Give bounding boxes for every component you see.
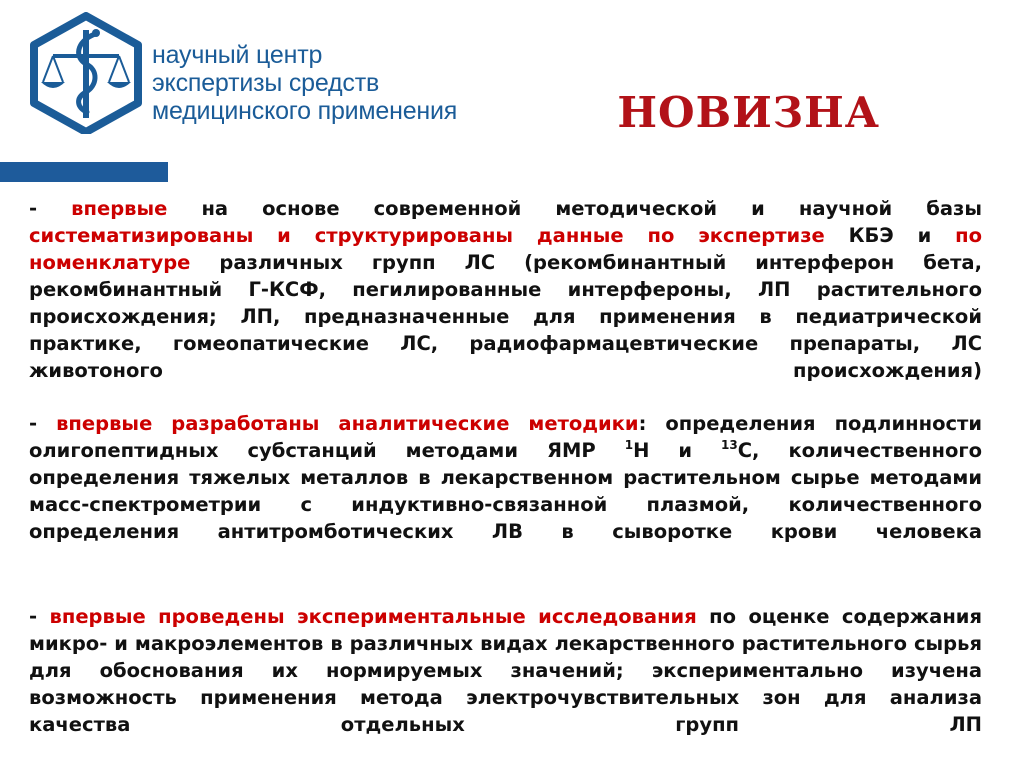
paragraph-text: по оценке содержания микро- и макроэлементов в различных видах лекарственного растительного сырья для обоснования их нормируемых значений; экспериментально изучена возможность применения метода электрочувствительных зон для анализа качества отдельных групп ЛП (29, 605, 982, 736)
bullet-dash: - (29, 412, 38, 435)
paragraph-text: на основе современной методической и научной базы (167, 197, 982, 220)
bullet-dash: - (29, 605, 38, 628)
slide-title: НОВИЗНА (617, 88, 880, 137)
highlight-methods-developed: впервые разработаны аналитические методики (56, 412, 639, 435)
paragraph-text: Н и (633, 439, 722, 462)
logo-text-line-2: экспертизы средств (152, 69, 380, 97)
novelty-paragraph-2 (29, 410, 982, 545)
paragraph-text: С, количественного определения тяжелых металлов в лекарственном растительном сырье методами масс-спектрометрии с индуктивно-связанной плазмой, количественного определения антитромботических ЛВ в сыворотке крови человека (29, 439, 982, 543)
logo-emblem (25, 12, 147, 138)
highlight-experiments-conducted: впервые проведены экспериментальные исследования (49, 605, 697, 628)
highlight-systematized: систематизированы и структурированы данные по экспертизе (29, 224, 825, 247)
paragraph-text: различных групп ЛС (рекомбинантный интерферон бета, рекомбинантный Г-КСФ, пегилированные интерфероны, ЛП растительного происхождения; ЛП, предназначенные для применения в педиатрической практике, гомеопатические ЛС, радиофармацевтические препараты, ЛС животоного происхождения) (29, 251, 982, 382)
superscript: 13 (721, 438, 738, 452)
novelty-paragraph-1 (29, 195, 982, 384)
highlight-first-time: впервые (71, 197, 168, 220)
paragraph-text: : определения подлинности олигопептидных субстанций методами ЯМР (29, 412, 982, 462)
novelty-paragraph-3 (29, 603, 982, 738)
logo-text-line-1: научный центр (152, 41, 323, 69)
highlight-nomenclature: по номенклатуре (29, 224, 982, 274)
paragraph-text: КБЭ и (824, 224, 956, 247)
logo-text-line-3: медицинского применения (152, 97, 458, 125)
accent-bar (0, 162, 168, 182)
superscript: 1 (624, 438, 634, 452)
bullet-dash: - (29, 197, 38, 220)
